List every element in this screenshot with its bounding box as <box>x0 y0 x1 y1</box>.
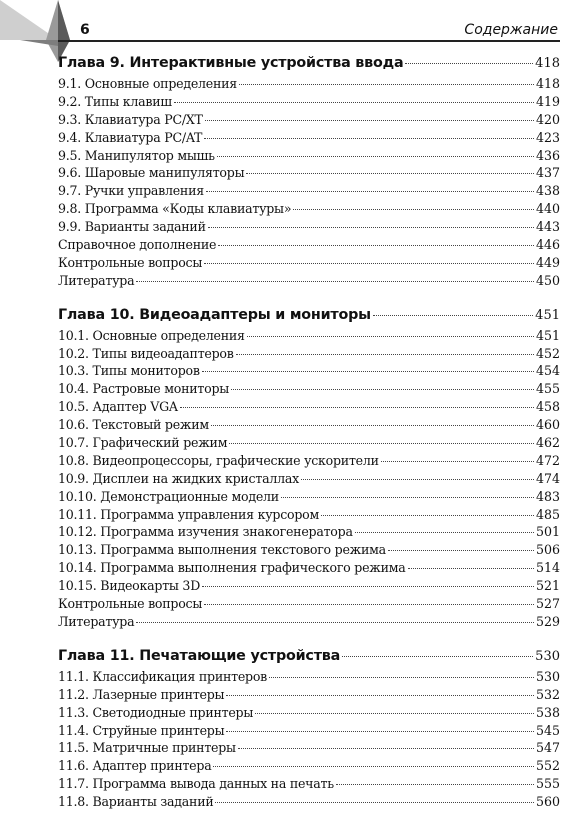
toc-entry[interactable] <box>58 380 560 398</box>
toc-entry-label: 11.3. Светодиодные принтеры <box>58 704 254 720</box>
toc-entry[interactable] <box>58 416 560 434</box>
toc-entry-label: 10.5. Адаптер VGA <box>58 399 178 415</box>
toc-entry[interactable] <box>58 704 560 722</box>
dot-leader <box>405 63 533 64</box>
dot-leader <box>239 84 534 85</box>
toc-entry-label: Литература <box>58 613 135 629</box>
toc-entry-page: 438 <box>535 183 560 199</box>
toc-entry-label: 9.8. Программа «Коды клавиатуры» <box>58 201 292 217</box>
toc-entry-label: 10.6. Текстовый режим <box>58 417 209 433</box>
page-number: 6 <box>80 22 90 38</box>
toc-entry[interactable] <box>58 577 560 595</box>
toc-entry-page: 419 <box>535 93 560 109</box>
toc-entry-page: 449 <box>535 254 560 270</box>
chapter-title-row[interactable] <box>58 52 560 74</box>
toc-entry-label: 10.1. Основные определения <box>58 327 245 343</box>
dot-leader <box>388 550 534 551</box>
toc-entry-page: 555 <box>535 776 560 792</box>
toc-entry-label: 10.14. Программа выполнения графического режима <box>58 560 406 576</box>
toc-entry-page: 462 <box>535 435 560 451</box>
toc-entry-label: 9.4. Клавиатура PC/AT <box>58 129 203 145</box>
toc-entry[interactable] <box>58 541 560 559</box>
dot-leader <box>211 425 534 426</box>
dot-leader <box>204 604 534 605</box>
dot-leader <box>355 532 534 533</box>
toc-entry-label: 10.11. Программа управления курсором <box>58 506 320 522</box>
toc-entry[interactable] <box>58 775 560 793</box>
toc-entry-page: 538 <box>535 704 560 720</box>
toc-entry[interactable] <box>58 595 560 613</box>
toc-entry-page: 552 <box>535 758 560 774</box>
toc-entry[interactable] <box>58 559 560 577</box>
toc-entry-page: 527 <box>535 596 560 612</box>
dot-leader <box>202 586 534 587</box>
toc-entry[interactable] <box>58 182 560 200</box>
toc-entry-label: 9.3. Клавиатура PC/XT <box>58 111 203 127</box>
toc-entry-label: 9.2. Типы клавиш <box>58 93 172 109</box>
dot-leader <box>381 461 534 462</box>
toc-entry-label: Литература <box>58 272 135 288</box>
toc-entry-page: 423 <box>535 129 560 145</box>
toc-entry-page: 418 <box>535 76 560 91</box>
dot-leader <box>321 515 534 516</box>
toc-entry-page: 472 <box>535 452 560 468</box>
toc-entry[interactable] <box>58 345 560 363</box>
toc-entry-label: 10.3. Типы мониторов <box>58 363 200 379</box>
toc-entry-label: 10.15. Видеокарты 3D <box>58 578 201 594</box>
chapter-11 <box>58 645 560 811</box>
toc-entry[interactable] <box>58 362 560 380</box>
toc-entry[interactable] <box>58 686 560 704</box>
running-title: Содержание <box>464 22 558 38</box>
header-rule <box>58 40 560 42</box>
page-header <box>0 0 568 40</box>
toc-entry-label: 9.7. Ручки управления <box>58 183 204 199</box>
toc-entry-page: 458 <box>535 399 560 415</box>
toc-entry-page: 545 <box>535 722 560 738</box>
dot-leader <box>202 371 534 372</box>
dot-leader <box>342 656 533 657</box>
toc-entry-label: 10.13. Программа выполнения текстового режима <box>58 542 386 558</box>
toc-entry[interactable] <box>58 434 560 452</box>
dot-leader <box>205 120 534 121</box>
dot-leader <box>246 173 534 174</box>
toc-entry-page: 443 <box>535 219 560 235</box>
toc-entry[interactable] <box>58 722 560 740</box>
toc-entry-label: 11.4. Струйные принтеры <box>58 722 225 738</box>
toc-entry[interactable] <box>58 793 560 811</box>
toc-entry-page: 547 <box>535 740 560 756</box>
toc-entry-label: 10.8. Видеопроцессоры, графические ускорители <box>58 452 379 468</box>
toc-entry-page: 560 <box>535 794 560 810</box>
toc-entry[interactable] <box>58 200 560 218</box>
toc-entry-page: 506 <box>535 542 560 558</box>
toc-entry-page: 501 <box>535 524 560 540</box>
toc-entry-label: 10.4. Растровые мониторы <box>58 381 230 397</box>
toc-entry[interactable] <box>58 327 560 345</box>
dot-leader <box>238 748 534 749</box>
toc-entry[interactable] <box>58 147 560 165</box>
table-of-contents <box>58 52 560 825</box>
toc-entry-page: 532 <box>535 686 560 702</box>
dot-leader <box>293 209 534 210</box>
dot-leader <box>301 479 534 480</box>
dot-leader <box>226 695 534 696</box>
dot-leader <box>247 336 534 337</box>
toc-entry[interactable] <box>58 613 560 631</box>
toc-entry[interactable] <box>58 111 560 129</box>
toc-entry-page: 454 <box>535 363 560 379</box>
toc-entry-label: 9.5. Манипулятор мышь <box>58 147 215 163</box>
dot-leader <box>206 191 534 192</box>
dot-leader <box>136 622 534 623</box>
toc-entry-page: 460 <box>535 417 560 433</box>
toc-entry-label: 9.1. Основные определения <box>58 76 237 91</box>
chapter-title: Глава 9. Интерактивные устройства ввода <box>58 55 404 71</box>
toc-entry-label: 11.8. Варианты заданий <box>58 794 214 810</box>
toc-entry-label: 11.5. Матричные принтеры <box>58 740 236 756</box>
dot-leader <box>336 784 534 785</box>
dot-leader <box>218 245 534 246</box>
dot-leader <box>213 766 533 767</box>
toc-entry-label: 11.2. Лазерные принтеры <box>58 686 225 702</box>
toc-entry-page: 437 <box>535 165 560 181</box>
toc-entry[interactable] <box>58 164 560 182</box>
toc-entry-page: 440 <box>535 201 560 217</box>
toc-entry[interactable] <box>58 254 560 272</box>
dot-leader <box>226 731 534 732</box>
toc-entry[interactable] <box>58 272 560 290</box>
chapter-page: 451 <box>535 307 560 323</box>
dot-leader <box>281 497 534 498</box>
toc-entry-page: 452 <box>535 345 560 361</box>
toc-entry-label: 11.1. Классификация принтеров <box>58 668 268 684</box>
toc-entry-label: 9.6. Шаровые манипуляторы <box>58 165 245 181</box>
toc-entry-label: 10.10. Демонстрационные модели <box>58 488 279 504</box>
toc-entry-page: 436 <box>535 147 560 163</box>
toc-entry[interactable] <box>58 739 560 757</box>
toc-entry[interactable] <box>58 668 560 686</box>
toc-entry[interactable] <box>58 523 560 541</box>
dot-leader <box>408 568 534 569</box>
toc-entry-page: 450 <box>535 272 560 288</box>
dot-leader <box>174 102 534 103</box>
toc-entry[interactable] <box>58 506 560 524</box>
chapter-title-row[interactable] <box>58 304 560 326</box>
toc-entry-page: 455 <box>535 381 560 397</box>
chapter-title-row[interactable] <box>58 645 560 667</box>
chapter-10 <box>58 304 560 631</box>
dot-leader <box>236 354 534 355</box>
toc-entry-label: 11.7. Программа вывода данных на печать <box>58 776 334 792</box>
dot-leader <box>204 263 534 264</box>
dot-leader <box>269 677 534 678</box>
dot-leader <box>217 156 534 157</box>
dot-leader <box>373 315 533 316</box>
toc-entry-page: 530 <box>535 668 560 684</box>
toc-entry-label: 11.6. Адаптер принтера <box>58 758 212 774</box>
toc-entry-page: 420 <box>535 111 560 127</box>
toc-entry-label: Контрольные вопросы <box>58 596 203 612</box>
toc-entry[interactable] <box>58 218 560 236</box>
toc-entry-page: 485 <box>535 506 560 522</box>
toc-entry[interactable] <box>58 452 560 470</box>
toc-entry[interactable] <box>58 757 560 775</box>
dot-leader <box>136 281 534 282</box>
toc-entry[interactable] <box>58 236 560 254</box>
chapter-title: Глава 10. Видеоадаптеры и мониторы <box>58 306 371 323</box>
dot-leader <box>229 443 534 444</box>
toc-entry-page: 446 <box>535 237 560 253</box>
toc-entry[interactable] <box>58 129 560 147</box>
toc-entry-page: 529 <box>535 613 560 629</box>
toc-entry-page: 514 <box>535 560 560 576</box>
toc-entry[interactable] <box>58 75 560 93</box>
dot-leader <box>180 407 534 408</box>
dot-leader <box>231 389 534 390</box>
toc-entry-label: Справочное дополнение <box>58 237 217 253</box>
toc-entry-label: 9.9. Варианты заданий <box>58 219 206 235</box>
chapter-title: Глава 11. Печатающие устройства <box>58 647 341 664</box>
toc-entry[interactable] <box>58 398 560 416</box>
toc-entry-label: 10.2. Типы видеоадаптеров <box>58 345 234 361</box>
toc-entry-page: 474 <box>535 470 560 486</box>
toc-entry[interactable] <box>58 470 560 488</box>
toc-entry-page: 521 <box>535 578 560 594</box>
toc-entry-page: 483 <box>535 488 560 504</box>
toc-entry[interactable] <box>58 93 560 111</box>
chapter-page: 530 <box>535 648 560 664</box>
toc-entry-label: 10.9. Дисплеи на жидких кристаллах <box>58 470 299 486</box>
chapter-page: 418 <box>535 56 560 71</box>
toc-entry-label: Контрольные вопросы <box>58 254 203 270</box>
chapter-9 <box>58 52 560 290</box>
dot-leader <box>208 227 534 228</box>
dot-leader <box>204 138 534 139</box>
dot-leader <box>255 713 534 714</box>
toc-entry-page: 451 <box>535 327 560 343</box>
toc-entry-label: 10.7. Графический режим <box>58 435 228 451</box>
dot-leader <box>215 802 533 803</box>
toc-entry-label: 10.12. Программа изучения знакогенератора <box>58 524 353 540</box>
toc-entry[interactable] <box>58 488 560 506</box>
